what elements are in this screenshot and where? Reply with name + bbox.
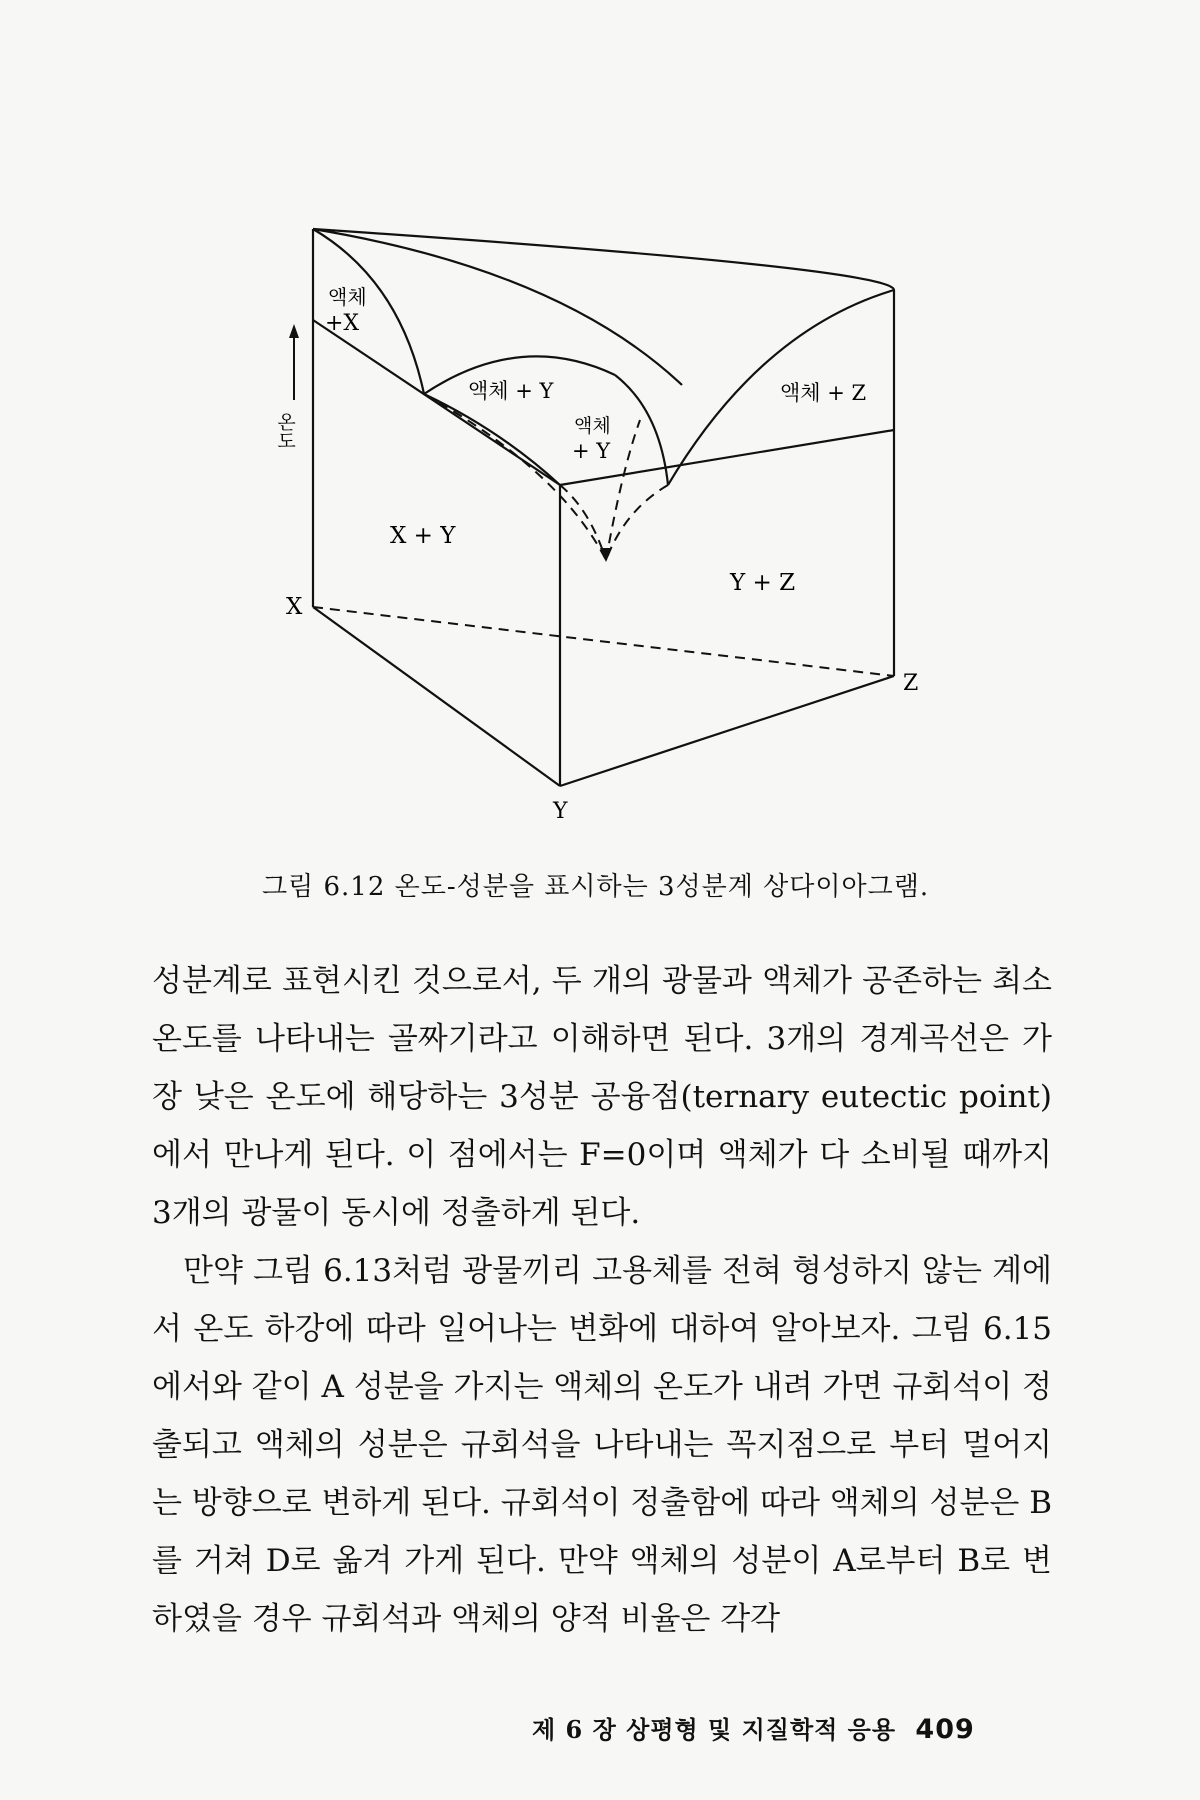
label-vertex-x: X bbox=[286, 594, 303, 620]
label-y-plus-z: Y + Z bbox=[730, 570, 796, 596]
paragraph-1: 성분계로 표현시킨 것으로서, 두 개의 광물과 액체가 공존하는 최소 온도를 나타내는 골짜기라고 이해하면 된다. 3개의 경계곡선은 가장 낮은 온도에 해당하는 3성분 공융점(ternary eutectic point)에서 만나게 된다. 이 점에서는 F=0이며 액체가 다 소비될 때까지 3개의 광물이 동시에 정출하게 된다. bbox=[152, 963, 1052, 1231]
liquidus-top-right bbox=[313, 229, 894, 290]
label-liquid-y-front-bottom: + Y bbox=[572, 439, 611, 463]
eutectic-arrow-icon bbox=[600, 548, 612, 562]
phase-diagram-svg bbox=[0, 0, 1200, 840]
label-liquid-z: 액체 + Z bbox=[780, 381, 867, 405]
page-footer bbox=[532, 1710, 975, 1745]
label-liquid-x-top: 액체 bbox=[328, 285, 367, 309]
label-vertex-y: Y bbox=[553, 799, 568, 824]
label-liquid-y-front-top: 액체 bbox=[574, 415, 611, 437]
dashed-boundary-back bbox=[606, 420, 640, 560]
ternary-phase-diagram-figure bbox=[0, 0, 1200, 844]
dashed-boundary-right bbox=[606, 485, 668, 560]
dashed-base-xz bbox=[313, 607, 894, 676]
label-axis-temperature: 온도 bbox=[274, 412, 296, 450]
edge-base-yz bbox=[560, 676, 894, 786]
label-liquid-x-bottom: +X bbox=[325, 311, 360, 336]
body-text bbox=[152, 952, 1052, 1648]
label-vertex-z: Z bbox=[903, 671, 919, 696]
paragraph-2: 만약 그림 6.13처럼 광물끼리 고용체를 전혀 형성하지 않는 계에서 온도 하강에 따라 일어나는 변화에 대하여 알아보자. 그림 6.15에서와 같이 A 성분을 가지는 액체의 온도가 내려 가면 규회석이 정출되고 액체의 성분은 규회석을 나타내는 꼭지점으로 부터 멀어지는 방향으로 변하게 된다. 규회석이 정출함에 따라 액체의 성분은 B를 거쳐 D로 옮겨 가게 된다. 만약 액체의 성분이 A로부터 B로 변하였을 경우 규회석과 액체의 양적 비율은 각각 bbox=[152, 1253, 1052, 1637]
edge-base-xy bbox=[313, 607, 560, 786]
label-liquid-y-mid: 액체 + Y bbox=[468, 379, 554, 403]
temperature-arrow-icon bbox=[289, 324, 299, 338]
label-x-plus-y: X + Y bbox=[390, 523, 456, 549]
figure-caption: 그림 6.12 온도-성분을 표시하는 3성분계 상다이아그램. bbox=[262, 872, 930, 902]
page-number: 409 bbox=[915, 1714, 975, 1745]
chapter-title: 제 6 장 상평형 및 지질학적 응용 bbox=[532, 1715, 897, 1744]
